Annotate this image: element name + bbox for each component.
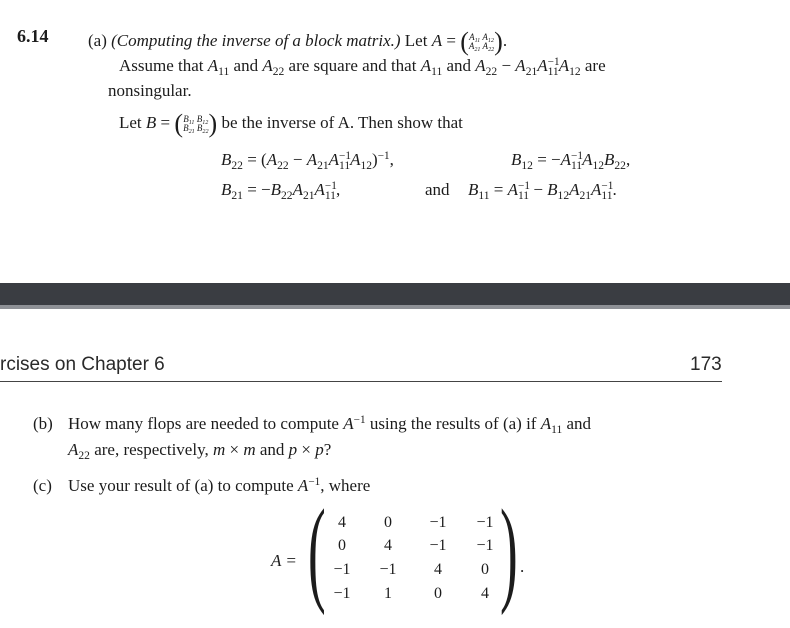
part-c-label: (c)	[33, 476, 52, 495]
matrix-cell: −1	[476, 514, 494, 531]
equation-b21: $B_{21} = -B_{22}A_{21}A^{-1}_{11}$,	[221, 179, 341, 203]
matrix-cell: 4	[338, 514, 346, 531]
part-c-line1: Use your result of (a) to compute $A^{-1}$, where	[68, 475, 371, 495]
matrix-label: A =	[271, 551, 297, 570]
matrix-cell: −1	[429, 514, 447, 531]
page-number: 173	[690, 354, 722, 375]
equation-b11: $B_{11} = A^{-1}_{11} - B_{12}A_{21}A^{-1}_{11}$.	[468, 179, 617, 203]
let-b-line: Let $B = (B_{11}$ $B_{12}$ $B_{21}$ $B_{22}$) be the inverse of A. Then show that	[119, 109, 463, 138]
matrix-period: .	[520, 557, 525, 576]
equation-b22: $B_{22} = (A_{22} - A_{21}A^{-1}_{11}A_{12})^{-1}$,	[221, 149, 394, 173]
matrix-right-paren: )	[500, 485, 518, 616]
page-break-bar	[0, 283, 790, 305]
problem-number: 6.14	[17, 26, 49, 46]
chapter-header: rcises on Chapter 6	[0, 354, 165, 375]
matrix-cell: −1	[333, 561, 351, 578]
equation-b12: $B_{12} = -A^{-1}_{11}A_{12}B_{22}$,	[511, 149, 631, 173]
part-b-line2: $A_{22}$ are, respectively, m × m and p × p?	[68, 440, 332, 463]
matrix-left-paren: (	[308, 485, 326, 616]
header-rule	[0, 381, 722, 382]
page-break-shadow	[0, 305, 790, 309]
matrix-cell: 0	[384, 514, 392, 531]
matrix-cell: 4	[384, 537, 392, 554]
matrix-cell: 4	[434, 561, 442, 578]
matrix-cell: −1	[429, 537, 447, 554]
part-a-label: (a)	[88, 30, 107, 50]
matrix-cell: 4	[481, 585, 489, 602]
matrix-cell: −1	[333, 585, 351, 602]
nonsingular-text: nonsingular.	[108, 81, 192, 100]
part-a-line1: (a) (Computing the inverse of a block matrix.) Let $A = (A_{11}$ $A_{12}$ $A_{21}$ $A_{22}$).	[88, 27, 508, 56]
a-symbol: A	[431, 30, 443, 50]
part-a-title: (Computing the inverse of a block matrix.)	[111, 30, 401, 50]
matrix-cell: 0	[338, 537, 346, 554]
matrix-cell: −1	[379, 561, 397, 578]
part-b-label: (b)	[33, 414, 53, 433]
assume-line: Assume that $A_{11}$ and $A_{22}$ are square and that $A_{11}$ and $A_{22} - A_{21}A^{-1}_{11}A_{12}$ are	[119, 55, 606, 79]
block-matrix-a: $A_{11}$ $A_{12}$ $A_{21}$ $A_{22}$	[468, 32, 495, 54]
block-matrix-b: $B_{11}$ $B_{12}$ $B_{21}$ $B_{22}$	[183, 114, 209, 136]
matrix-cell: −1	[476, 537, 494, 554]
let-a: Let	[404, 30, 428, 50]
matrix-cell: 0	[434, 585, 442, 602]
matrix-cell: 0	[481, 561, 489, 578]
part-b-line1: How many flops are needed to compute $A^{-1}$ using the results of (a) if $A_{11}$ and	[68, 413, 592, 437]
equation-and: and	[425, 180, 450, 199]
matrix-cell: 1	[384, 585, 392, 602]
